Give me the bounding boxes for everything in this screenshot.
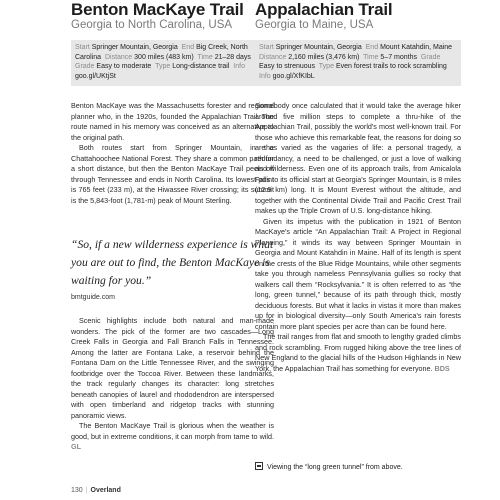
info-key-info: Info bbox=[233, 63, 245, 70]
paragraph: Both routes start from Springer Mountain, in the Chattahoochee National Forest. They share a common path for a short distance, but then the Benton MacKaye Trail peels off through Tennessee and ends in North Carolina. Its lowest point is 765 feet (233 m), at the Hiwassee River crossing; its summit is the 5,843-foot (1,781-m) peak of Mount Sterling. bbox=[71, 143, 274, 205]
info-value-grade: Easy to strenuous bbox=[259, 63, 316, 70]
pull-quote: “So, if a new wilderness experience is what you are out to find, the Benton MacKaye is waiting for you.” bbox=[71, 238, 274, 287]
photo-caption bbox=[255, 462, 403, 471]
paragraph-text: The trail ranges from flat and smooth to lengthy graded climbs and rock scrambling. From rugged hiking above the tree lines of New England to the glacial hills of the Hudson Highlands in New York, the Appalachian Trail has something for everyone. bbox=[255, 332, 461, 373]
page-number: 130 bbox=[71, 487, 83, 494]
info-value-time: 5–7 months bbox=[380, 53, 417, 61]
info-key-type: Type bbox=[155, 63, 171, 70]
info-value-time: 21–28 days bbox=[214, 53, 251, 61]
caption-text: Viewing the “long green tunnel” from above. bbox=[267, 464, 403, 471]
section-name: Overland bbox=[90, 487, 121, 494]
paragraph-last bbox=[255, 332, 461, 374]
info-value-type: Long-distance trail bbox=[172, 63, 230, 70]
info-value-end: Big Creek, North Carolina bbox=[75, 44, 248, 61]
info-value-grade: Easy to moderate bbox=[96, 63, 152, 70]
body-text bbox=[255, 101, 461, 374]
info-key-start: Start bbox=[259, 44, 274, 51]
trail-title: Appalachian Trail bbox=[255, 0, 393, 19]
quote-source: bmtguide.com bbox=[71, 294, 115, 301]
photo-icon bbox=[255, 462, 263, 470]
info-value-end: Mount Katahdin, Maine bbox=[380, 44, 453, 51]
info-value-link[interactable]: goo.gl/XfKIbL bbox=[272, 72, 315, 80]
trail-subtitle: Georgia to North Carolina, USA bbox=[71, 19, 233, 31]
info-key-type: Type bbox=[318, 63, 334, 70]
info-key-grade: Grade bbox=[75, 63, 95, 70]
info-key-end: End bbox=[181, 44, 195, 51]
trail-info-box bbox=[71, 40, 274, 86]
author-signature: GL bbox=[71, 442, 81, 451]
trail-info-box bbox=[255, 40, 461, 86]
info-value-distance: 300 miles (483 km) bbox=[134, 53, 194, 61]
page-footer bbox=[71, 487, 121, 494]
info-value-type: Even forest trails to rock scrambling bbox=[335, 63, 447, 70]
info-key-time: Time bbox=[197, 53, 213, 61]
trail-title: Benton MacKaye Trail bbox=[71, 0, 244, 19]
info-key-time: Time bbox=[363, 53, 379, 61]
info-key-distance: Distance bbox=[259, 53, 287, 61]
info-key-grade: Grade bbox=[420, 53, 441, 61]
info-value-distance: 2,160 miles (3,476 km) bbox=[288, 53, 360, 61]
paragraph: Scenic highlights include both natural and man-made wonders. The pick of the former are two cascades—Long Creek Falls in Georgia and Fall Branch Falls in Tennessee. Among the latter are Fontana Lake, a reservoir behind the Fontana Dam on the Little Tennessee River, and the swinging footbridge over the Toccoa River. Between these landmarks, the track regularly changes its character: long stretches beneath canopies of laurel and rhododendron are interspersed with open timberland and ridgetop tracks with stunning panoramic views. bbox=[71, 316, 274, 420]
info-value-start: Springer Mountain, Georgia bbox=[91, 44, 178, 51]
paragraph: Given its impetus with the publication in 1921 of Benton MacKaye's article “An Appalachian Trail: A Project in Regional Planning,” it winds its way between Springer Mountain in Georgia and Mount Katahdin in Maine. Half of its length is spent on the crests of the Blue Ridge Mountains, while other segments take you through nameless Pennsylvania gullies so rocky that walkers call them “Rocksylvania.” It is often referred to as “the long, green tunnel,” because of its path through thick, mostly deciduous forests. But what it lacks in vistas it more than makes up for in biological diversity—only South America's rain forests contain more plant species per acre than can be found here. bbox=[255, 216, 461, 331]
body-text bbox=[71, 101, 274, 206]
info-key-info: Info bbox=[259, 72, 271, 80]
paragraph: Somebody once calculated that it would take the average hiker around five million steps to complete a thru-hike of the Appalachian Trail, possibly the world's most well-known trail. For those who achieve this remarkable feat, the reasons for doing so are as varied as the vagaries of life: a personal tragedy, a redundancy, a need to be challenged, or just a love of walking and wilderness. Even one of its approach trails, from Amicalola Falls to its official start at Georgia's Springer Mountain, is 8 miles (12.9 km) long. It is Mount Everest without the altitude, and together with the Continental Divide Trail and Pacific Crest Trail makes up the Triple Crown of U.S. long-distance hiking. bbox=[255, 101, 461, 215]
trail-subtitle: Georgia to Maine, USA bbox=[255, 19, 374, 31]
info-key-distance: Distance bbox=[104, 53, 133, 61]
paragraph-text: The Benton MacKaye Trail is glorious when the weather is good, but in extreme conditions, it can morph from tame to wild. bbox=[71, 421, 274, 441]
info-key-end: End bbox=[365, 44, 379, 51]
info-key-start: Start bbox=[75, 44, 90, 51]
author-signature: BDS bbox=[434, 363, 450, 373]
info-value-link[interactable]: goo.gl/UKtjSt bbox=[75, 72, 116, 80]
paragraph: Benton MacKaye was the Massachusetts forester and regional planner who, in the 1920s, founded the Appalachian Trail. The route named in his memory was conceived as an alternative to the original path. bbox=[71, 101, 274, 142]
footer-separator: | bbox=[85, 487, 88, 494]
paragraph-last bbox=[71, 421, 274, 453]
info-value-start: Springer Mountain, Georgia bbox=[275, 44, 362, 51]
body-text-continued bbox=[71, 316, 274, 453]
